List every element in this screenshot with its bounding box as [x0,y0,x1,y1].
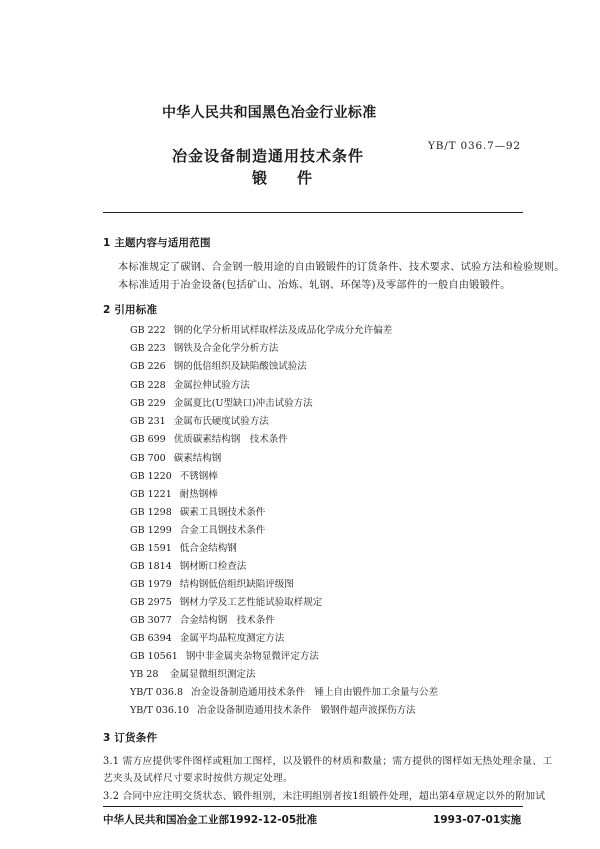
reference-title: 冶金设备制造通用技术条件 锤上自由锻件加工余量与公差 [191,687,439,698]
reference-code: GB 1220 [130,471,172,482]
reference-title: 钢铁及合金化学分析方法 [173,343,279,354]
reference-item [130,395,313,409]
reference-code: YB 28 [130,669,159,680]
reference-title: 钢材力学及工艺性能试验取样规定 [179,597,323,608]
reference-code: GB 226 [130,361,166,372]
reference-item [130,322,392,336]
reference-code: GB 1591 [130,543,172,554]
reference-item [130,540,237,554]
reference-code: GB 3077 [130,615,172,626]
reference-item [130,358,307,372]
footer-rule [103,806,523,807]
reference-item [130,431,288,445]
reference-item [130,468,218,482]
reference-code: GB 231 [130,416,166,427]
reference-title: 金属夏比(U型缺口)冲击试验方法 [173,398,313,409]
reference-code: GB 229 [130,398,166,409]
reference-item [130,702,416,716]
reference-title: 冶金设备制造通用技术条件 锻钢件超声波探伤方法 [197,705,416,716]
reference-item [130,377,250,391]
reference-title: 钢中非金属夹杂物显微评定方法 [185,651,319,662]
reference-title: 碳素工具钢技术条件 [179,507,266,518]
effective-date: 1993-07-01实施 [433,814,522,826]
section-1-heading: 1 主题内容与适用范围 [103,237,211,249]
reference-code: GB 1299 [130,525,172,536]
reference-code: YB/T 036.8 [130,687,184,698]
reference-item [130,558,246,572]
approval-line: 中华人民共和国冶金工业部1992-12-05批准 [103,814,318,826]
reference-title: 钢的低倍组织及缺陷酸蚀试验法 [173,361,307,372]
reference-item [130,450,221,464]
section-3-paragraph: 3.2 合同中应注明交货状态、锻件组别，未注明组别者按1组锻件处理，超出第4章规定以外的附加试 [103,791,546,802]
reference-title: 合金结构钢 技术条件 [179,615,275,626]
reference-code: GB 2975 [130,597,172,608]
reference-code: GB 699 [130,434,166,445]
reference-title: 金属拉伸试验方法 [173,380,250,391]
reference-title: 钢的化学分析用试样取样法及成品化学成分允许偏差 [173,325,393,336]
section-3-heading: 3 订货条件 [103,732,158,744]
reference-code: GB 222 [130,325,166,336]
top-rule [103,212,523,213]
reference-item [130,486,218,500]
reference-code: GB 700 [130,453,166,464]
reference-title: 优质碳素结构钢 技术条件 [173,434,288,445]
reference-code: GB 1814 [130,561,172,572]
document-title: 冶金设备制造通用技术条件 [172,147,365,165]
reference-item [130,684,438,698]
reference-title: 金属显微组织测定法 [170,669,256,680]
reference-title: 结构钢低倍组织缺陷评级图 [179,579,294,590]
reference-title: 合金工具钢技术条件 [179,525,266,536]
reference-title: 不锈钢棒 [179,471,218,482]
reference-item [130,504,265,518]
reference-item [130,413,269,427]
standard-number: YB/T 036.7—92 [428,140,521,152]
reference-title: 耐热钢棒 [179,489,218,500]
reference-item [130,648,319,662]
document-subtitle: 锻 件 [252,169,313,187]
reference-title: 碳素结构钢 [173,453,222,464]
issuing-organization: 中华人民共和国黑色冶金行业标准 [162,105,377,121]
reference-title: 金属布氏硬度试验方法 [173,416,269,427]
reference-item [130,594,322,608]
reference-code: GB 228 [130,380,166,391]
reference-title: 金属平均晶粒度测定方法 [179,633,285,644]
section-1-paragraph: 本标准适用于冶金设备(包括矿山、冶炼、轧钢、环保等)及零部件的一般自由锻锻件。 [118,280,511,291]
reference-code: GB 6394 [130,633,172,644]
reference-item [130,630,284,644]
section-2-heading: 2 引用标准 [103,304,158,316]
reference-code: YB/T 036.10 [130,705,190,716]
section-3-paragraph: 艺夹头及试样尺寸要求时按供方规定处理。 [103,773,293,784]
reference-item [130,576,294,590]
reference-code: GB 1298 [130,507,172,518]
reference-item [130,612,275,626]
section-3-paragraph: 3.1 需方应提供零件图样或粗加工图样，以及锻件的材质和数量；需方提供的图样如无热处理余量、工 [103,756,553,767]
reference-code: GB 1221 [130,489,172,500]
reference-item [130,522,265,536]
reference-item [130,666,256,680]
reference-title: 低合金结构钢 [179,543,237,554]
reference-code: GB 10561 [130,651,178,662]
reference-code: GB 1979 [130,579,172,590]
reference-code: GB 223 [130,343,166,354]
reference-title: 钢材断口检查法 [179,561,247,572]
section-1-paragraph: 本标准规定了碳钢、合金钢一般用途的自由锻锻件的订货条件、技术要求、试验方法和检验规则。 [118,262,565,273]
reference-item [130,340,278,354]
